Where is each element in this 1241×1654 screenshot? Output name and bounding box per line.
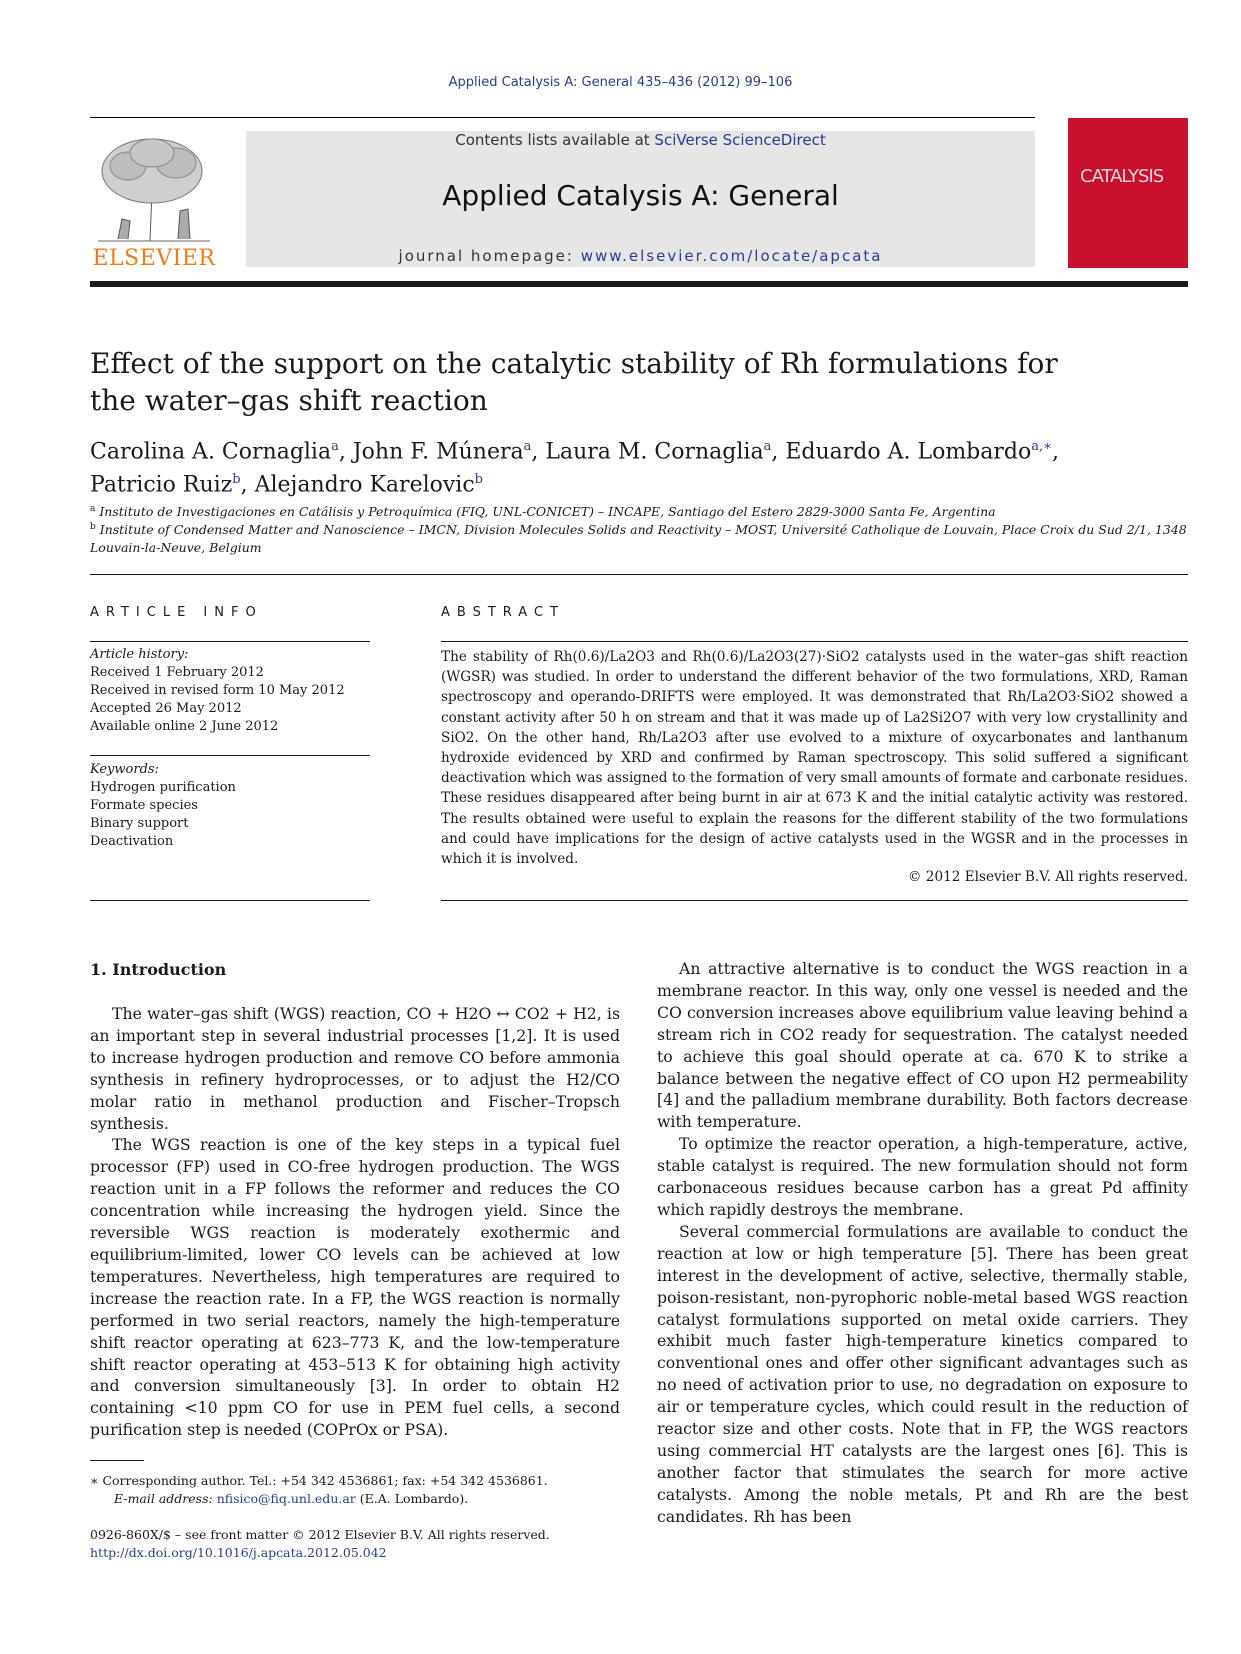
paragraph: The water–gas shift (WGS) reaction, CO + H2O ↔ CO2 + H2, is an important step in several industrial processes [1,2]. It is used to increase hydrogen production and remove CO before ammonia synthesis in refinery hydroprocesses, or to adjust the H2/CO molar ratio in methanol production and Fischer–Tropsch synthesis.: [90, 1004, 620, 1133]
front-matter-note: 0926-860X/$ – see front matter © 2012 Elsevier B.V. All rights reserved. http://dx.doi.org/10.1016/j.apcata.2012.05.042: [90, 1526, 650, 1562]
journal-title: Applied Catalysis A: General: [442, 179, 839, 212]
body-column-left: [90, 1003, 620, 1441]
corresponding-author-note: ∗ Corresponding author. Tel.: +54 342 4536861; fax: +54 342 4536861. E-mail address: nfisico@fiq.unl.edu.ar (E.A. Lombardo).: [90, 1473, 548, 1506]
abstract-copyright: © 2012 Elsevier B.V. All rights reserved.: [907, 869, 1188, 885]
history-item: Accepted 26 May 2012: [90, 701, 242, 716]
history-item: Received 1 February 2012: [90, 665, 264, 680]
abstract-rule: [441, 641, 1188, 642]
author-name: Carolina A. Cornaglia: [90, 439, 332, 465]
tree-icon: [88, 131, 220, 243]
author-line-1: Carolina A. Cornaglia$^a$, John F. Múnera$^a$, Laura M. Cornaglia$^a$, Eduardo A. Lombardo$^{a,∗}$,: [90, 439, 1059, 465]
keywords: Keywords: Hydrogen purification Formate species Binary support Deactivation: [90, 761, 370, 851]
sciencedirect-link[interactable]: SciVerse ScienceDirect: [654, 131, 826, 149]
section-heading: 1. Introduction: [90, 960, 227, 979]
history-item: Received in revised form 10 May 2012: [90, 683, 345, 698]
author-name: Laura M. Cornaglia: [545, 439, 764, 465]
journal-homepage: journal homepage: www.elsevier.com/locate/apcata: [398, 247, 883, 265]
history-item: Available online 2 June 2012: [90, 719, 279, 734]
doi-link[interactable]: http://dx.doi.org/10.1016/j.apcata.2012.05.042: [90, 1545, 387, 1560]
article-history: Article history: Received 1 February 2012 Received in revised form 10 May 2012 Accepted 26 May 2012 Available online 2 June 2012: [90, 646, 370, 736]
header-thick-rule: [90, 281, 1188, 287]
abstract-rule: [441, 900, 1188, 901]
author-name: Alejandro Karelovic: [254, 472, 475, 498]
body-column-right: [657, 958, 1188, 1528]
cover-title: CATALYSIS: [1080, 166, 1164, 187]
journal-citation[interactable]: Applied Catalysis A: General 435–436 (2012) 99–106: [448, 75, 793, 90]
affiliation-b: $^b$ Institute of Condensed Matter and Nanoscience – IMCN, Division Molecules Solids and Reactivity – MOST, Université Catholique de Louvain, Place Croix du Sud 2/1, 1348 Louvain-la-Neuve, Belgium: [90, 522, 1187, 556]
header-rule: [90, 117, 1035, 118]
keyword: Binary support: [90, 816, 189, 831]
article-title: Effect of the support on the catalytic stability of Rh formulations for the water–gas shift reaction: [90, 347, 1058, 417]
email-link[interactable]: nfisico@fiq.unl.edu.ar: [216, 1491, 356, 1506]
journal-banner: [246, 131, 1035, 267]
elsevier-logo: [88, 131, 220, 271]
keyword: Formate species: [90, 798, 198, 813]
footnote-rule: [90, 1460, 144, 1461]
paragraph: An attractive alternative is to conduct the WGS reaction in a membrane reactor. In this way, only one vessel is needed and the CO conversion increases above equilibrium value leaving behind a stream rich in CO2 ready for sequestration. The catalyst needed to achieve this goal should operate at ca. 670 K to strike a balance between the negative effect of CO upon H2 permeability [4] and the palladium membrane durability. Both factors decrease with temperature.: [657, 959, 1188, 1132]
author-name: John F. Múnera: [352, 439, 524, 465]
author-name: Eduardo A. Lombardo: [785, 439, 1032, 465]
journal-cover-image: [1068, 118, 1188, 268]
elsevier-wordmark: ELSEVIER: [92, 246, 216, 271]
keyword: Hydrogen purification: [90, 780, 236, 795]
homepage-link[interactable]: www.elsevier.com/locate/apcata: [580, 247, 883, 265]
author-name: Patricio Ruiz: [90, 472, 233, 498]
paragraph: Several commercial formulations are available to conduct the reaction at low or high temperature [5]. There has been great interest in the development of active, selective, thermally stable, poison-resistant, non-pyrophoric noble-metal based WGS reaction catalyst formulations supported on metal oxide carriers. They exhibit much faster high-temperature kinetics compared to conventional ones and offer other significant advantages such as no need of activation prior to use, no degradation on exposure to air or temperature cycles, which could result in the reduction of reactor size and other costs. Note that in FP, the WGS reactors using commercial HT catalysts are the largest ones [6]. This is another factor that stimulates the search for more active catalysts. Among the noble metals, Pt and Rh are the best candidates. Rh has been: [657, 1221, 1188, 1526]
section-rule: [90, 574, 1188, 575]
info-rule: [90, 900, 370, 901]
keyword: Deactivation: [90, 834, 174, 849]
paragraph: The WGS reaction is one of the key steps in a typical fuel processor (FP) used in CO-free hydrogen production. The WGS reaction unit in a FP follows the reformer and reduces the CO concentration while increasing the hydrogen yield. Since the reversible WGS reaction is moderately exothermic and equilibrium-limited, lower CO levels can be achieved at low temperatures. Nevertheless, high temperatures are required to increase the reaction rate. In a FP, the WGS reaction is normally performed in two serial reactors, namely the high-temperature shift reactor operating at 623–773 K, and the low-temperature shift reactor operating at 453–513 K for obtaining high activity and conversion simultaneously [3]. In order to obtain H2 containing <10 ppm CO for use in PEM fuel cells, a second purification step is needed (COPrOx or PSA).: [90, 1135, 620, 1440]
info-rule: [90, 641, 370, 642]
info-rule: [90, 755, 370, 756]
author-line-2: Patricio Ruiz$^b$, Alejandro Karelovic$^b$: [90, 472, 483, 498]
contents-line: Contents lists available at SciVerse ScienceDirect: [455, 131, 826, 149]
abstract-text: The stability of Rh(0.6)/La2O3 and Rh(0.6)/La2O3(27)·SiO2 catalysts used in the water–gas shift reaction (WGSR) was studied. In order to understand the different behavior of the two formulations, XRD, Raman spectroscopy and operando-DRIFTS were employed. It was demonstrated that Rh/La2O3·SiO2 showed a constant activity after 50 h on stream and that it was made up of La2Si2O7 with very low crystallinity and SiO2. On the other hand, Rh/La2O3 after use evolved to a mixture of oxycarbonates and lanthanum hydroxide evidenced by XRD and confirmed by Raman spectroscopy. This solid suffered a significant deactivation which was assigned to the formation of very small amounts of formate and carbonate residues. These residues disappeared after being burnt in air at 673 K and the initial catalytic activity was restored. The results obtained were useful to explain the reasons for the different stability of the two formulations and could have implications for the design of active catalysts used in the WGSR and in the processes in which it is involved.: [441, 649, 1188, 868]
paragraph: To optimize the reactor operation, a high-temperature, active, stable catalyst is required. The new formulation should not form carbonaceous residues because carbon has a great Pd affinity which rapidly destroys the membrane.: [657, 1134, 1188, 1219]
abstract-heading: ABSTRACT: [441, 605, 565, 620]
affiliation-a: $^a$ Instituto de Investigaciones en Catálisis y Petroquímica (FIQ, UNL-CONICET) – INCAPE, Santiago del Estero 2829-3000 Santa Fe, Argentina: [90, 504, 996, 520]
author-list: [90, 433, 1090, 500]
article-info-heading: ARTICLE INFO: [90, 605, 263, 620]
